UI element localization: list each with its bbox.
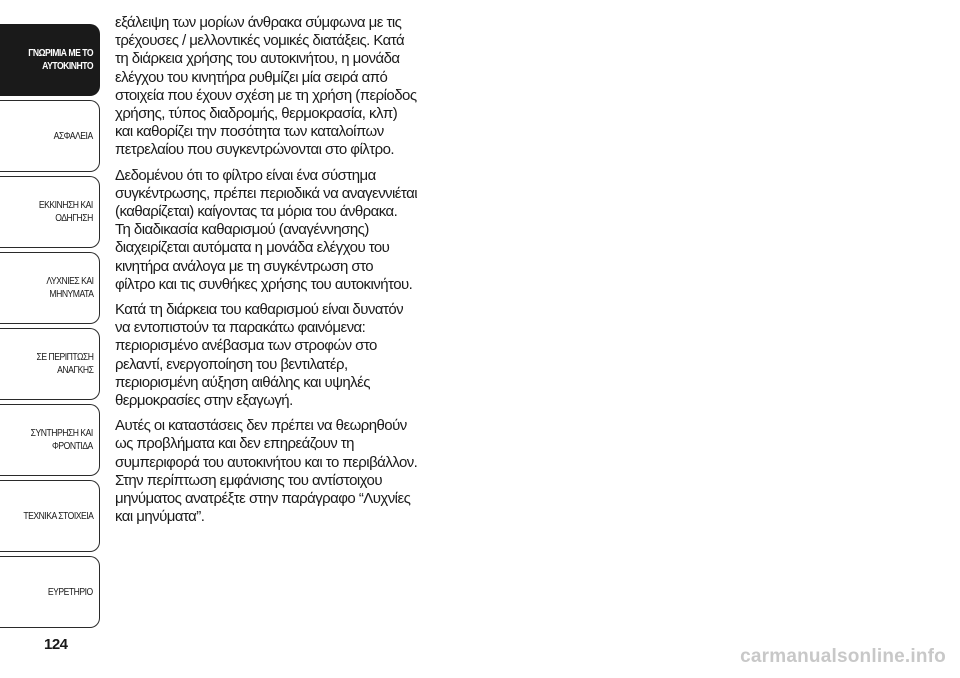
- tab-label: ΣΕ ΠΕΡΙΠΤΩΣΗ ΑΝΑΓΚΗΣ: [36, 351, 93, 376]
- tab-label: ΕΚΚΙΝΗΣΗ ΚΑΙ ΟΔΗΓΗΣΗ: [39, 199, 93, 224]
- watermark: carmanualsonline.info: [740, 646, 946, 667]
- page-number: 124: [44, 636, 68, 653]
- tab-technical-data[interactable]: [0, 480, 100, 552]
- tab-getting-to-know-car[interactable]: [0, 24, 100, 96]
- tab-index[interactable]: [0, 556, 100, 628]
- tab-label: ΑΣΦΑΛΕΙΑ: [53, 129, 93, 142]
- tab-label: ΕΥΡΕΤΗΡΙΟ: [48, 585, 93, 598]
- paragraph: εξάλειψη των μορίων άνθρακα σύμφωνα με τις τρέχουσες / μελλοντικές νομικές διατάξεις. Κατά τη διάρκεια χρήσης του αυτοκινήτου, η μονάδα ελέγχου του κινητήρα ρυθμίζει μία σειρά από στοιχεία που έχουν σχέση με τη χρήση (περίοδος χρήσης, τύπος διαδρομής, θερμοκρασία, κλπ) και καθορίζει την ποσότητα των καταλοίπων πετρελαίου που συγκεντρώνονται στο φίλτρο.: [115, 14, 417, 159]
- tab-safety[interactable]: [0, 100, 100, 172]
- paragraph: Δεδομένου ότι το φίλτρο είναι ένα σύστημα συγκέντρωσης, πρέπει περιοδικά να αναγεννιέται (καθαρίζεται) καίγοντας τα μόρια του άνθρακα. Τη διαδικασία καθαρισμού (αναγέννησης) διαχειρίζεται αυτόματα η μονάδα ελέγχου του κινητήρα ανάλογα με τη συγκέντρωση στο φίλτρο και τις συνθήκες χρήσης του αυτοκινήτου.: [115, 166, 417, 293]
- paragraph: Αυτές οι καταστάσεις δεν πρέπει να θεωρηθούν ως προβλήματα και δεν επηρεάζουν τη συμπεριφορά του αυτοκινήτου και το περιβάλλον. Στην περίπτωση εμφάνισης του αντίστοιχου μηνύματος ανατρέξτε στην παράγραφο “Λυχνίες και μηνύματα”.: [115, 417, 418, 526]
- tab-starting-driving[interactable]: [0, 176, 100, 248]
- tab-label: ΛΥΧΝΙΕΣ ΚΑΙ ΜΗΝΥΜΑΤΑ: [45, 275, 93, 300]
- chapter-tabs: [0, 24, 100, 632]
- tab-label: ΤΕΧΝΙΚΑ ΣΤΟΙΧΕΙΑ: [22, 509, 93, 522]
- tab-label: ΣΥΝΤΗΡΗΣΗ ΚΑΙ ΦΡΟΝΤΙΔΑ: [30, 427, 93, 452]
- tab-emergency[interactable]: [0, 328, 100, 400]
- tab-label: ΓΝΩΡΙΜΙΑ ΜΕ ΤΟ ΑΥΤΟΚΙΝΗΤΟ: [28, 47, 93, 72]
- body-text: [115, 14, 507, 533]
- paragraph: Κατά τη διάρκεια του καθαρισμού είναι δυνατόν να εντοπιστούν τα παρακάτω φαινόμενα: περιορισμένο ανέβασμα των στροφών στο ρελαντί, ενεργοποίηση του βεντιλατέρ, περιορισμένη αύξηση αιθάλης και υψηλές θερμοκρασίες στην εξαγωγή.: [115, 301, 404, 410]
- tab-warning-lights-messages[interactable]: [0, 252, 100, 324]
- tab-maintenance-care[interactable]: [0, 404, 100, 476]
